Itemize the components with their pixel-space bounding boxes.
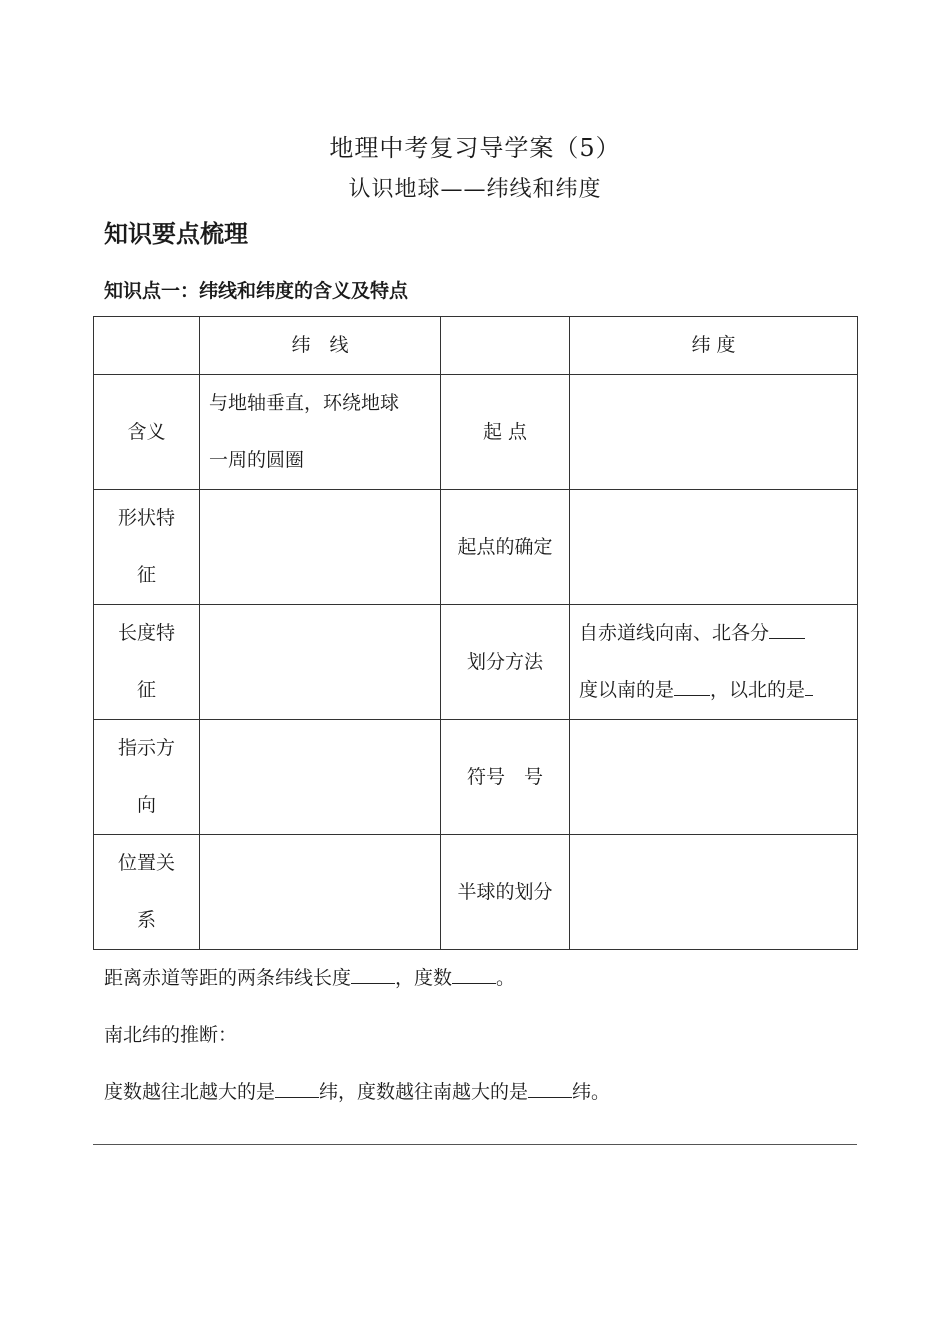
- table-corner-cell: [94, 317, 200, 375]
- section-heading: 知识要点梳理: [104, 220, 248, 248]
- answer-blank[interactable]: [769, 620, 805, 639]
- table-header-row: [94, 317, 858, 375]
- answer-blank[interactable]: [805, 677, 813, 696]
- row-label: 含义: [94, 375, 200, 490]
- table-row: [94, 605, 858, 720]
- divider-line: [93, 1144, 857, 1145]
- note-line-inference: 南北纬的推断：: [104, 1024, 238, 1046]
- note-line-north-south: 度数越往北越大的是 纬，度数越往南越大的是 纬。: [104, 1081, 611, 1103]
- header-weixian: 纬 线: [200, 317, 441, 375]
- weidu-label: 起点的确定: [441, 490, 570, 605]
- weidu-label: 起 点: [441, 375, 570, 490]
- row-label: 指示方 向: [94, 720, 200, 835]
- document-title: 地理中考复习导学案（5）: [329, 134, 621, 162]
- table-row: [94, 375, 858, 490]
- answer-blank[interactable]: [452, 965, 496, 984]
- weixian-cell[interactable]: [200, 835, 441, 950]
- weixian-cell[interactable]: [200, 490, 441, 605]
- header-weidu: 纬 度: [570, 317, 858, 375]
- weixian-cell[interactable]: [200, 720, 441, 835]
- weixian-cell[interactable]: [200, 605, 441, 720]
- table-row: [94, 720, 858, 835]
- weidu-label: 符号 号: [441, 720, 570, 835]
- weidu-cell[interactable]: 自赤道线向南、北各分 度以南的是 ，以北的是: [570, 605, 858, 720]
- note-line-equal-distance: 距离赤道等距的两条纬线长度 ，度数 。: [104, 967, 516, 989]
- weidu-cell[interactable]: [570, 720, 858, 835]
- answer-blank[interactable]: [275, 1079, 319, 1098]
- answer-blank[interactable]: [351, 965, 395, 984]
- latitude-table: [93, 316, 858, 950]
- document-subtitle: 认识地球——纬线和纬度: [348, 177, 602, 202]
- row-label: 形状特 征: [94, 490, 200, 605]
- weixian-cell: 与地轴垂直，环绕地球 一周的圆圈: [200, 375, 441, 490]
- knowledge-point-heading: 知识点一：纬线和纬度的含义及特点: [104, 280, 409, 302]
- answer-blank[interactable]: [528, 1079, 572, 1098]
- row-label: 位置关 系: [94, 835, 200, 950]
- row-label: 长度特 征: [94, 605, 200, 720]
- table-row: [94, 490, 858, 605]
- weidu-label: 半球的划分: [441, 835, 570, 950]
- weidu-cell[interactable]: [570, 375, 858, 490]
- table-row: [94, 835, 858, 950]
- table-empty-header-cell: [441, 317, 570, 375]
- weidu-cell[interactable]: [570, 835, 858, 950]
- weidu-label: 划分方法: [441, 605, 570, 720]
- answer-blank[interactable]: [674, 677, 710, 696]
- weidu-cell[interactable]: [570, 490, 858, 605]
